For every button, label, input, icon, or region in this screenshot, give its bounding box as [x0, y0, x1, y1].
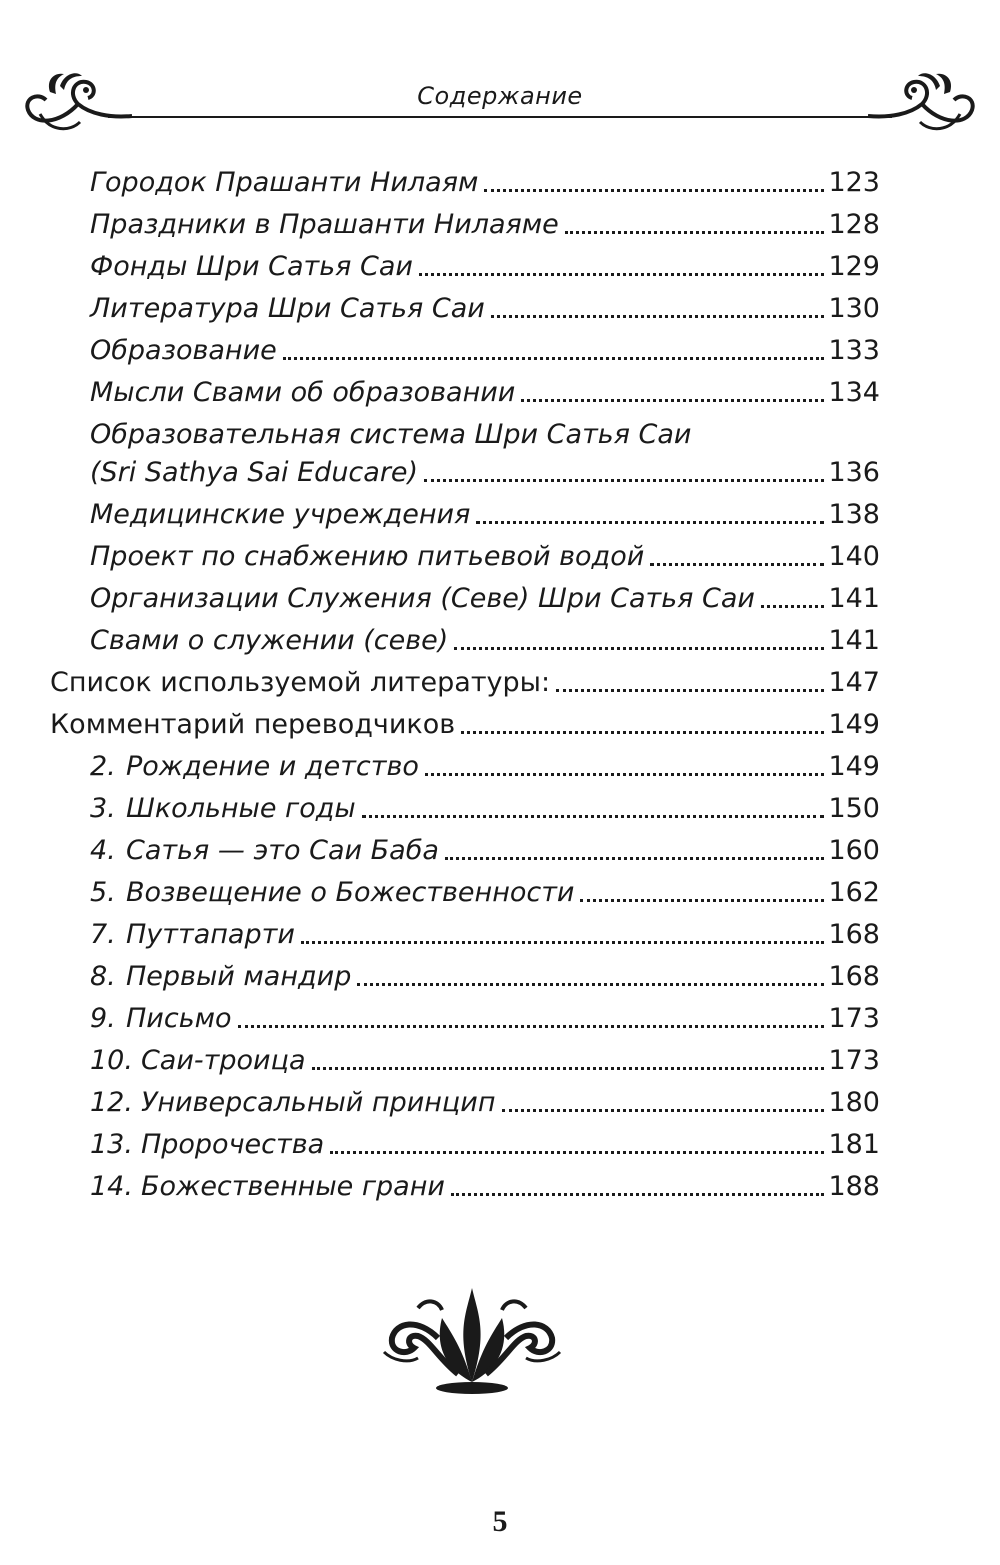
toc-entry-page: 180 — [828, 1087, 880, 1118]
toc-entry-title: Рождение и детство — [126, 751, 419, 782]
toc-entry[interactable] — [90, 1044, 880, 1078]
dot-leader — [650, 563, 824, 566]
dot-leader — [580, 899, 824, 902]
toc-entry-title: Комментарий переводчиков — [50, 709, 456, 740]
toc-entry-title-line1: Образовательная система Шри Сатья Саи — [90, 419, 692, 450]
running-header-title: Содержание — [417, 82, 583, 110]
dot-leader — [330, 1151, 824, 1154]
toc-entry-title: Городок Прашанти Нилаям — [90, 167, 479, 198]
dot-leader — [491, 315, 825, 318]
dot-leader — [357, 983, 824, 986]
toc-entry-number: 4. — [90, 835, 116, 866]
dot-leader — [565, 231, 825, 234]
toc-entry-number: 5. — [90, 877, 116, 908]
toc-entry[interactable] — [90, 834, 880, 868]
toc-entry-number: 13. — [90, 1129, 133, 1160]
page-header — [20, 60, 980, 140]
toc-entry-title: Универсальный принцип — [140, 1087, 496, 1118]
toc-entry-title: Школьные годы — [126, 793, 356, 824]
toc-entry-page: 173 — [828, 1045, 880, 1076]
toc-entry-number: 14. — [90, 1171, 133, 1202]
toc-entry[interactable] — [90, 918, 880, 952]
toc-entry-title: Медицинские учреждения — [90, 499, 471, 530]
toc-entry-page: 188 — [828, 1171, 880, 1202]
toc-entry[interactable] — [90, 750, 880, 784]
toc-entry-number: 10. — [90, 1045, 133, 1076]
toc-entry-page: 149 — [828, 751, 880, 782]
toc-entry-page: 140 — [828, 541, 880, 572]
dot-leader — [419, 273, 825, 276]
toc-entry-title: Пророчества — [140, 1129, 325, 1160]
toc-entry-page: 123 — [828, 167, 880, 198]
toc-entry-title: Письмо — [126, 1003, 232, 1034]
toc-entry-page: 160 — [828, 835, 880, 866]
toc-entry[interactable] — [90, 208, 880, 242]
toc-entry-title: Саи-троица — [140, 1045, 306, 1076]
toc-entry-title: Организации Служения (Севе) Шри Сатья Саи — [90, 583, 755, 614]
dot-leader — [502, 1109, 825, 1112]
toc-entry-title: Возвещение о Божественности — [126, 877, 575, 908]
toc-entry-title: Образование — [90, 335, 277, 366]
toc-entry-title: Литература Шри Сатья Саи — [90, 293, 485, 324]
toc-entry-page: 138 — [828, 499, 880, 530]
toc-entry-title: Список используемой литературы: — [50, 667, 551, 698]
toc-entry-page: 141 — [828, 583, 880, 614]
dot-leader — [283, 357, 825, 360]
toc-entry-page: 150 — [828, 793, 880, 824]
toc-entry-title: Сатья — это Саи Баба — [126, 835, 439, 866]
toc-entry[interactable] — [90, 250, 880, 284]
toc-entry-title: Фонды Шри Сатья Саи — [90, 251, 413, 282]
toc-entry[interactable] — [90, 960, 880, 994]
right-flourish-icon — [860, 66, 980, 138]
dot-leader — [238, 1025, 825, 1028]
dot-leader — [451, 1193, 825, 1196]
dot-leader — [521, 399, 824, 402]
toc-entry[interactable] — [90, 1002, 880, 1036]
toc-entry-title: Первый мандир — [126, 961, 352, 992]
toc-entry-page: 173 — [828, 1003, 880, 1034]
dot-leader — [312, 1067, 825, 1070]
toc-entry[interactable] — [90, 292, 880, 326]
header-rule — [108, 116, 892, 118]
toc-entry-page: 128 — [828, 209, 880, 240]
dot-leader — [301, 941, 825, 944]
toc-entry[interactable] — [50, 666, 880, 700]
toc-entry[interactable] — [90, 582, 880, 616]
toc-entry-number: 9. — [90, 1003, 116, 1034]
toc-entry-number: 7. — [90, 919, 116, 950]
dot-leader — [425, 773, 825, 776]
toc-entry-page: 181 — [828, 1129, 880, 1160]
toc-entry[interactable] — [50, 708, 880, 742]
toc-entry[interactable] — [90, 540, 880, 574]
toc-entry-title: Свами о служении (севе) — [90, 625, 449, 656]
dot-leader — [454, 647, 824, 650]
toc-entry-title: Проект по снабжению питьевой водой — [90, 541, 645, 572]
toc-entry-number: 2. — [90, 751, 116, 782]
toc-entry[interactable] — [90, 456, 880, 490]
lotus-ornament-icon — [378, 1278, 566, 1398]
toc-entry-title: Путтапарти — [126, 919, 295, 950]
toc-entry-page: 162 — [828, 877, 880, 908]
toc-entry[interactable] — [90, 792, 880, 826]
toc-entry-page: 133 — [828, 335, 880, 366]
page-number: 5 — [492, 1505, 508, 1538]
toc-entry[interactable] — [90, 876, 880, 910]
toc-entry-title: Мысли Свами об образовании — [90, 377, 516, 408]
toc-entry[interactable] — [90, 1086, 880, 1120]
dot-leader — [556, 689, 824, 692]
dot-leader — [484, 189, 824, 192]
toc-entry[interactable] — [90, 1128, 880, 1162]
toc-entry[interactable] — [90, 624, 880, 658]
toc-entry-page: 168 — [828, 919, 880, 950]
toc-entry-page: 130 — [828, 293, 880, 324]
toc-entry-page: 134 — [828, 377, 880, 408]
toc-entry-number: 12. — [90, 1087, 133, 1118]
dot-leader — [445, 857, 825, 860]
dot-leader — [461, 731, 824, 734]
toc-entry-title: (Sri Sathya Sai Educare) — [90, 457, 419, 488]
toc-entry-page: 147 — [828, 667, 880, 698]
toc-entry[interactable] — [90, 376, 880, 410]
dot-leader — [424, 479, 824, 482]
toc-entry[interactable] — [90, 334, 880, 368]
toc-entry-title: Божественные грани — [140, 1171, 445, 1202]
toc-entry-page: 168 — [828, 961, 880, 992]
toc-entry-page: 149 — [828, 709, 880, 740]
toc-entry-page: 129 — [828, 251, 880, 282]
toc-entry[interactable] — [90, 1170, 880, 1204]
toc-entry-page: 136 — [828, 457, 880, 488]
toc-entry[interactable] — [90, 498, 880, 532]
dot-leader — [761, 605, 825, 608]
toc-entry-title: Праздники в Прашанти Нилаяме — [90, 209, 559, 240]
dot-leader — [362, 815, 825, 818]
toc-entry[interactable] — [90, 166, 880, 200]
dot-leader — [476, 521, 824, 524]
toc-entry-number: 8. — [90, 961, 116, 992]
toc-entry-number: 3. — [90, 793, 116, 824]
toc-entry-page: 141 — [828, 625, 880, 656]
